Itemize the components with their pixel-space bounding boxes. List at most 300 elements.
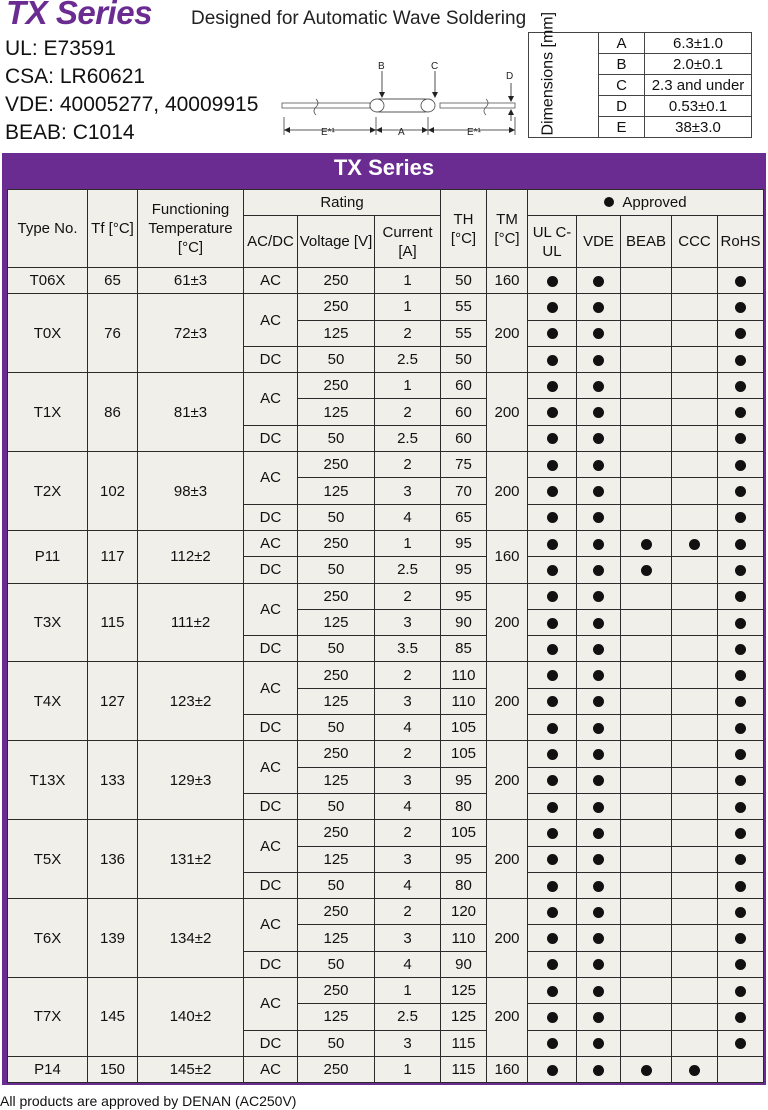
- cert-vde: VDE: 40005277, 40009915: [5, 93, 259, 116]
- approval-beab-cell: [621, 609, 672, 635]
- approval-ccc-cell: [672, 793, 718, 819]
- approved-dot-icon: [547, 381, 558, 392]
- approved-dot-icon: [735, 486, 746, 497]
- approved-dot-icon: [735, 644, 746, 655]
- approved-dot-icon: [593, 802, 604, 813]
- th-cell: 60: [441, 399, 487, 425]
- header-th: TH [°C]: [441, 190, 487, 268]
- table-row: [8, 899, 764, 925]
- approval-beab-cell: [621, 399, 672, 425]
- approval-vde-cell: [577, 688, 621, 714]
- acdc-cell: DC: [244, 715, 298, 741]
- tf-cell: 139: [88, 899, 138, 978]
- acdc-cell: DC: [244, 504, 298, 530]
- tf-cell: 150: [88, 1056, 138, 1082]
- approval-rohs-cell: [718, 557, 764, 583]
- table-row: [8, 268, 764, 294]
- acdc-cell: DC: [244, 1030, 298, 1056]
- approval-rohs-cell: [718, 846, 764, 872]
- current-cell: 1: [375, 268, 441, 294]
- label-e-right: E*¹: [467, 127, 481, 138]
- type-no-cell: T4X: [8, 662, 88, 741]
- acdc-cell: DC: [244, 346, 298, 372]
- approval-ccc-cell: [672, 820, 718, 846]
- functioning-temp-cell: 98±3: [138, 452, 244, 531]
- dimensions-label: Dimensions [mm]: [539, 11, 557, 135]
- dimension-value: 2.0±0.1: [645, 54, 752, 75]
- current-cell: 1: [375, 1056, 441, 1082]
- approval-ul-cell: [528, 609, 577, 635]
- tm-cell: 160: [487, 1056, 528, 1082]
- tf-cell: 65: [88, 268, 138, 294]
- tm-cell: 200: [487, 978, 528, 1057]
- th-cell: 95: [441, 557, 487, 583]
- approved-dot-icon: [593, 512, 604, 523]
- approval-rohs-cell: [718, 399, 764, 425]
- approval-ul-cell: [528, 662, 577, 688]
- approval-rohs-cell: [718, 688, 764, 714]
- approval-beab-cell: [621, 452, 672, 478]
- th-cell: 115: [441, 1030, 487, 1056]
- dimension-row: [529, 33, 752, 54]
- approval-ccc-cell: [672, 767, 718, 793]
- approval-ccc-cell: [672, 320, 718, 346]
- approval-beab-cell: [621, 636, 672, 662]
- tm-cell: 200: [487, 452, 528, 531]
- approval-ul-cell: [528, 504, 577, 530]
- table-row: [8, 741, 764, 767]
- approval-beab-cell: [621, 820, 672, 846]
- acdc-cell: AC: [244, 530, 298, 556]
- th-cell: 105: [441, 715, 487, 741]
- approved-dot-icon: [735, 1012, 746, 1023]
- current-cell: 3: [375, 1030, 441, 1056]
- approval-vde-cell: [577, 872, 621, 898]
- approval-vde-cell: [577, 899, 621, 925]
- type-no-cell: T7X: [8, 978, 88, 1057]
- approval-ul-cell: [528, 925, 577, 951]
- current-cell: 2: [375, 583, 441, 609]
- approved-dot-icon: [641, 539, 652, 550]
- approval-vde-cell: [577, 452, 621, 478]
- tf-cell: 86: [88, 373, 138, 452]
- header-ul: UL C-UL: [528, 216, 577, 268]
- header-rating: Rating: [244, 190, 441, 216]
- voltage-cell: 50: [298, 793, 375, 819]
- th-cell: 90: [441, 609, 487, 635]
- dimension-key: D: [599, 96, 645, 117]
- current-cell: 2: [375, 452, 441, 478]
- approval-rohs-cell: [718, 373, 764, 399]
- approval-beab-cell: [621, 478, 672, 504]
- approved-dot-icon: [593, 696, 604, 707]
- approved-dot-icon: [547, 302, 558, 313]
- table-row: [8, 662, 764, 688]
- approval-ccc-cell: [672, 688, 718, 714]
- right-lead: [440, 103, 515, 108]
- table-row: [8, 373, 764, 399]
- approved-dot-icon: [593, 355, 604, 366]
- approved-dot-icon: [735, 749, 746, 760]
- approved-dot-icon: [593, 381, 604, 392]
- table-row: [8, 294, 764, 320]
- approved-dot-icon: [593, 828, 604, 839]
- dimension-value: 6.3±1.0: [645, 33, 752, 54]
- approval-rohs-cell: [718, 320, 764, 346]
- th-cell: 80: [441, 793, 487, 819]
- approved-dot-icon: [735, 959, 746, 970]
- page-title: TX Series: [6, 0, 152, 31]
- approval-ul-cell: [528, 268, 577, 294]
- approval-ccc-cell: [672, 636, 718, 662]
- current-cell: 2: [375, 741, 441, 767]
- approval-ccc-cell: [672, 399, 718, 425]
- approval-ccc-cell: [672, 425, 718, 451]
- approval-ccc-cell: [672, 373, 718, 399]
- th-cell: 70: [441, 478, 487, 504]
- approval-beab-cell: [621, 530, 672, 556]
- approved-dot-icon: [735, 907, 746, 918]
- functioning-temp-cell: 129±3: [138, 741, 244, 820]
- current-cell: 4: [375, 793, 441, 819]
- approved-dot-icon: [735, 433, 746, 444]
- th-cell: 90: [441, 951, 487, 977]
- voltage-cell: 125: [298, 688, 375, 714]
- approved-dot-icon: [593, 302, 604, 313]
- approved-dot-icon: [547, 828, 558, 839]
- certification-list: [5, 35, 258, 147]
- approval-vde-cell: [577, 978, 621, 1004]
- acdc-cell: AC: [244, 820, 298, 873]
- approval-ccc-cell: [672, 872, 718, 898]
- header-beab: BEAB: [621, 216, 672, 268]
- approval-ul-cell: [528, 320, 577, 346]
- approved-dot-icon: [735, 355, 746, 366]
- voltage-cell: 50: [298, 872, 375, 898]
- current-cell: 4: [375, 504, 441, 530]
- approval-rohs-cell: [718, 951, 764, 977]
- approval-ccc-cell: [672, 1056, 718, 1082]
- approved-dot-icon: [547, 460, 558, 471]
- current-cell: 2.5: [375, 557, 441, 583]
- approved-dot-icon: [593, 907, 604, 918]
- type-no-cell: T2X: [8, 452, 88, 531]
- voltage-cell: 250: [298, 662, 375, 688]
- approval-ul-cell: [528, 951, 577, 977]
- approval-ccc-cell: [672, 741, 718, 767]
- table-row: [8, 820, 764, 846]
- approval-beab-cell: [621, 899, 672, 925]
- header-tf: Tf [°C]: [88, 190, 138, 268]
- header-type-no: Type No.: [8, 190, 88, 268]
- approved-dot-icon: [735, 539, 746, 550]
- approved-dot-icon: [547, 407, 558, 418]
- approval-ccc-cell: [672, 846, 718, 872]
- approval-ul-cell: [528, 1056, 577, 1082]
- approval-ccc-cell: [672, 899, 718, 925]
- approved-dot-icon: [593, 328, 604, 339]
- functioning-temp-cell: 81±3: [138, 373, 244, 452]
- approved-dot-icon: [593, 723, 604, 734]
- dimension-value: 0.53±0.1: [645, 96, 752, 117]
- approved-dot-icon: [593, 276, 604, 287]
- tf-cell: 102: [88, 452, 138, 531]
- approval-ccc-cell: [672, 951, 718, 977]
- header-ccc: CCC: [672, 216, 718, 268]
- approval-vde-cell: [577, 583, 621, 609]
- approval-ul-cell: [528, 820, 577, 846]
- approval-rohs-cell: [718, 1004, 764, 1030]
- approved-dot-icon: [547, 1038, 558, 1049]
- approval-beab-cell: [621, 925, 672, 951]
- approval-ul-cell: [528, 399, 577, 425]
- voltage-cell: 50: [298, 557, 375, 583]
- approval-ccc-cell: [672, 583, 718, 609]
- tm-cell: 160: [487, 268, 528, 294]
- tf-cell: 145: [88, 978, 138, 1057]
- voltage-cell: 125: [298, 1004, 375, 1030]
- approved-dot-icon: [547, 696, 558, 707]
- approval-ccc-cell: [672, 715, 718, 741]
- current-cell: 1: [375, 530, 441, 556]
- approval-vde-cell: [577, 609, 621, 635]
- approved-dot-icon: [689, 539, 700, 550]
- voltage-cell: 50: [298, 715, 375, 741]
- voltage-cell: 250: [298, 741, 375, 767]
- th-cell: 55: [441, 294, 487, 320]
- approved-dot-icon: [735, 302, 746, 313]
- functioning-temp-cell: 72±3: [138, 294, 244, 373]
- tf-cell: 115: [88, 583, 138, 662]
- approval-ul-cell: [528, 636, 577, 662]
- approval-ul-cell: [528, 425, 577, 451]
- approved-dot-icon: [593, 1038, 604, 1049]
- approved-dot-icon: [593, 618, 604, 629]
- approval-beab-cell: [621, 557, 672, 583]
- approved-dot-icon: [641, 1065, 652, 1076]
- dimension-key: A: [599, 33, 645, 54]
- current-cell: 1: [375, 373, 441, 399]
- approval-ccc-cell: [672, 530, 718, 556]
- dimension-value: 38±3.0: [645, 117, 752, 138]
- approval-ccc-cell: [672, 978, 718, 1004]
- table-row: [8, 1056, 764, 1082]
- approval-beab-cell: [621, 872, 672, 898]
- approval-rohs-cell: [718, 1056, 764, 1082]
- approval-ul-cell: [528, 373, 577, 399]
- acdc-cell: AC: [244, 741, 298, 794]
- th-cell: 95: [441, 530, 487, 556]
- approval-beab-cell: [621, 978, 672, 1004]
- th-cell: 105: [441, 741, 487, 767]
- voltage-cell: 50: [298, 425, 375, 451]
- approval-beab-cell: [621, 846, 672, 872]
- approval-rohs-cell: [718, 1030, 764, 1056]
- th-cell: 120: [441, 899, 487, 925]
- voltage-cell: 125: [298, 846, 375, 872]
- functioning-temp-cell: 131±2: [138, 820, 244, 899]
- tm-cell: 200: [487, 373, 528, 452]
- type-no-cell: T06X: [8, 268, 88, 294]
- approval-ccc-cell: [672, 346, 718, 372]
- approved-dot-icon: [547, 749, 558, 760]
- th-cell: 60: [441, 373, 487, 399]
- functioning-temp-cell: 111±2: [138, 583, 244, 662]
- approved-dot-icon: [547, 723, 558, 734]
- tf-cell: 136: [88, 820, 138, 899]
- approved-dot-icon: [735, 591, 746, 602]
- approved-dot-icon: [547, 565, 558, 576]
- approval-ul-cell: [528, 741, 577, 767]
- approved-dot-icon: [735, 381, 746, 392]
- left-lead: [282, 103, 370, 108]
- approval-beab-cell: [621, 1030, 672, 1056]
- th-cell: 125: [441, 978, 487, 1004]
- header-approved-label: Approved: [622, 194, 687, 211]
- cert-beab: BEAB: C1014: [5, 121, 135, 144]
- approval-vde-cell: [577, 741, 621, 767]
- approval-beab-cell: [621, 294, 672, 320]
- header-voltage: Voltage [V]: [298, 216, 375, 268]
- approval-vde-cell: [577, 294, 621, 320]
- type-no-cell: T0X: [8, 294, 88, 373]
- approved-dot-icon: [547, 328, 558, 339]
- approval-ccc-cell: [672, 478, 718, 504]
- approved-dot-icon: [547, 618, 558, 629]
- approved-dot-icon: [735, 881, 746, 892]
- voltage-cell: 250: [298, 294, 375, 320]
- dimensions-table: [528, 11, 752, 138]
- header-functioning-temp: Functioning Temperature [°C]: [138, 190, 244, 268]
- approved-dot-icon: [547, 355, 558, 366]
- type-no-cell: T13X: [8, 741, 88, 820]
- approval-rohs-cell: [718, 268, 764, 294]
- voltage-cell: 125: [298, 399, 375, 425]
- th-cell: 60: [441, 425, 487, 451]
- current-cell: 3: [375, 688, 441, 714]
- approval-rohs-cell: [718, 662, 764, 688]
- current-cell: 4: [375, 951, 441, 977]
- approved-dot-icon: [547, 486, 558, 497]
- approved-dot-icon: [593, 644, 604, 655]
- th-cell: 50: [441, 268, 487, 294]
- approval-rohs-cell: [718, 478, 764, 504]
- approval-ccc-cell: [672, 504, 718, 530]
- functioning-temp-cell: 123±2: [138, 662, 244, 741]
- approval-vde-cell: [577, 557, 621, 583]
- functioning-temp-cell: 145±2: [138, 1056, 244, 1082]
- approval-ccc-cell: [672, 452, 718, 478]
- approved-dot-icon: [547, 933, 558, 944]
- approved-dot-icon: [735, 460, 746, 471]
- approval-beab-cell: [621, 504, 672, 530]
- acdc-cell: AC: [244, 899, 298, 952]
- approval-beab-cell: [621, 951, 672, 977]
- approval-ul-cell: [528, 530, 577, 556]
- voltage-cell: 50: [298, 951, 375, 977]
- approval-rohs-cell: [718, 346, 764, 372]
- current-cell: 2: [375, 899, 441, 925]
- voltage-cell: 50: [298, 636, 375, 662]
- approved-dot-icon: [547, 539, 558, 550]
- approval-ccc-cell: [672, 557, 718, 583]
- acdc-cell: AC: [244, 373, 298, 426]
- th-cell: 85: [441, 636, 487, 662]
- current-cell: 2.5: [375, 346, 441, 372]
- approved-dot-icon: [604, 197, 614, 207]
- table-row: [8, 452, 764, 478]
- approved-dot-icon: [735, 933, 746, 944]
- approval-rohs-cell: [718, 425, 764, 451]
- approved-dot-icon: [593, 565, 604, 576]
- page-header: [0, 0, 768, 150]
- approved-dot-icon: [547, 433, 558, 444]
- tf-cell: 117: [88, 530, 138, 583]
- current-cell: 3: [375, 609, 441, 635]
- approval-vde-cell: [577, 504, 621, 530]
- table-row: [8, 583, 764, 609]
- approval-ul-cell: [528, 767, 577, 793]
- approval-ccc-cell: [672, 268, 718, 294]
- acdc-cell: AC: [244, 452, 298, 505]
- approved-dot-icon: [593, 933, 604, 944]
- approved-dot-icon: [593, 986, 604, 997]
- approved-dot-icon: [735, 407, 746, 418]
- approval-ul-cell: [528, 872, 577, 898]
- approval-vde-cell: [577, 793, 621, 819]
- voltage-cell: 125: [298, 320, 375, 346]
- acdc-cell: DC: [244, 557, 298, 583]
- table-row: [8, 530, 764, 556]
- approval-ccc-cell: [672, 1004, 718, 1030]
- approved-dot-icon: [735, 328, 746, 339]
- th-cell: 115: [441, 1056, 487, 1082]
- approval-rohs-cell: [718, 583, 764, 609]
- approved-dot-icon: [593, 591, 604, 602]
- approval-beab-cell: [621, 373, 672, 399]
- acdc-cell: AC: [244, 294, 298, 347]
- approved-dot-icon: [547, 881, 558, 892]
- header-rohs: RoHS: [718, 216, 764, 268]
- approval-rohs-cell: [718, 715, 764, 741]
- th-cell: 95: [441, 767, 487, 793]
- cert-csa: CSA: LR60621: [5, 65, 146, 88]
- approved-dot-icon: [735, 854, 746, 865]
- current-cell: 3: [375, 767, 441, 793]
- approval-ul-cell: [528, 294, 577, 320]
- functioning-temp-cell: 61±3: [138, 268, 244, 294]
- dimension-key: B: [599, 54, 645, 75]
- voltage-cell: 250: [298, 530, 375, 556]
- acdc-cell: DC: [244, 425, 298, 451]
- label-a: A: [398, 127, 405, 138]
- current-cell: 1: [375, 294, 441, 320]
- acdc-cell: DC: [244, 872, 298, 898]
- label-c: C: [431, 61, 439, 72]
- approved-dot-icon: [593, 539, 604, 550]
- approved-dot-icon: [735, 276, 746, 287]
- approval-rohs-cell: [718, 741, 764, 767]
- approval-ccc-cell: [672, 925, 718, 951]
- approved-dot-icon: [547, 1065, 558, 1076]
- approval-ccc-cell: [672, 662, 718, 688]
- acdc-cell: AC: [244, 978, 298, 1031]
- approval-vde-cell: [577, 1030, 621, 1056]
- approval-beab-cell: [621, 715, 672, 741]
- approval-beab-cell: [621, 1004, 672, 1030]
- approved-dot-icon: [547, 907, 558, 918]
- approval-ul-cell: [528, 846, 577, 872]
